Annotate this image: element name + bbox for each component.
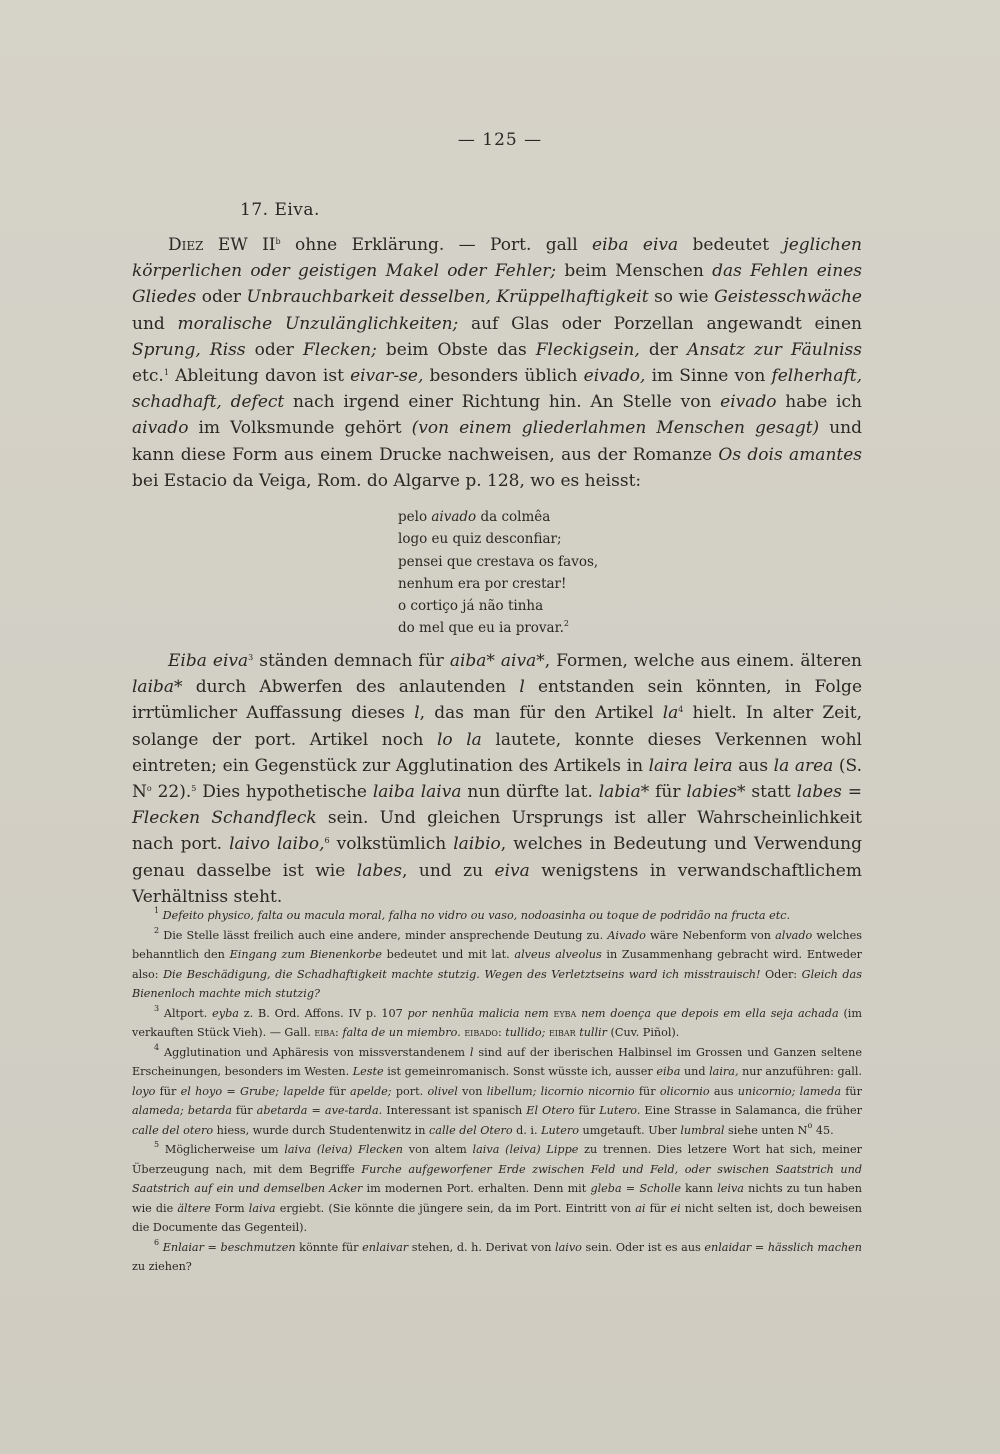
poem-line: pelo aivado da colmêa bbox=[398, 509, 551, 525]
footnote: $^2$ Die Stelle lässt freilich auch eine andere, minder ansprechende Deutung zu. Aivado wäre Nebenform von alvado welches behanntlich den Eingang zum Bienenkorbe bedeutet und mit lat. alveus alveolus in Zusammenhang gebracht wird. Entweder also: Die Beschädigung, die Schadhaftigkeit machte stutzig. Wegen des Verletztseins ward ich misstrauisch! Oder: Gleich das Bienenloch machte mich stutzig? bbox=[132, 925, 863, 1000]
poem-line: logo eu quiz desconfiar; bbox=[398, 531, 562, 548]
poem-line: o cortiço já não tinha bbox=[398, 598, 544, 615]
poem-line: nenhum era por crestar! bbox=[398, 575, 567, 592]
paragraph-2 bbox=[132, 648, 862, 910]
footnote: $^3$ Altport. eyba z. B. Ord. Affons. IV p. 107 por nenhũa malicia nem eyba nem doença que depois em ella seja achada (im verkauften Stück Vieh). — Gall. eiba: falta de un miembro. eibado: tullido; eibar tullir (Cuv. Piñol). bbox=[132, 1003, 862, 1039]
footnotes bbox=[132, 906, 862, 1277]
paragraph-1-text: Diez EW $II^b$ ohne Erklärung. — Port. gall eiba eiva bedeutet jeglichen körperlichen oder geistigen Makel oder Fehler; beim Menschen das Fehlen eines Gliedes oder Unbrauchbarkeit desselben, Krüppelhaftigkeit so wie Geistesschwäche und moralische Unzulänglichkeiten; auf Glas oder Porzellan angewandt einen Sprung, Riss oder Flecken; beim Obste das Fleckigsein, der Ansatz zur Fäulniss etc.$^1$ Ableitung davon ist eivar-se, besonders üblich eivado, im Sinne von felherhaft, schadhaft, defect nach irgend einer Richtung hin. An Stelle von eivado habe ich aivado im Volksmunde gehört (von einem gliederlahmen Menschen gesagt) und kann diese Form aus einem Drucke nachweisen, aus der Romanze Os dois amantes bei Estacio da Veiga, Rom. do Algarve p. 128, wo es heisst: bbox=[132, 235, 863, 491]
poem-line: pensei que crestava os favos, bbox=[398, 553, 599, 570]
footnote: $^1$ Defeito physico, falta ou macula moral, falha no vidro ou vaso, nodoasinha ou toque de podridão na fructa etc. bbox=[154, 906, 791, 922]
poem-quote bbox=[398, 506, 598, 640]
footnote: $^6$ Enlaiar = beschmutzen könnte für enlaivar stehen, d. h. Derivat von laivo sein. Oder ist es aus enlaidar = hässlich machen zu ziehen? bbox=[132, 1237, 862, 1273]
page-number: — 125 — bbox=[457, 130, 543, 150]
footnote: $^5$ Möglicherweise um laiva (leiva) Flecken von altem laiva (leiva) Lippe zu trennen. Dies letzere Wort hat sich, meiner Überzeugung nach, mit dem Begriffe Furche aufgeworfener Erde zwischen Feld und Feld, oder swischen Saatstrich und Saatstrich auf ein und demselben Acker im modernen Port. erhalten. Denn mit gleba = Scholle kann leiva nichts zu tun haben wie die ältere Form laiva ergiebt. (Sie könnte die jüngere sein, da im Port. Eintritt von ai für ei nicht selten ist, doch beweisen die Documente das Gegenteil). bbox=[132, 1140, 863, 1234]
paragraph-2-text: Eiba eiva$^3$ ständen demnach für aiba* aiva*, Formen, welche aus einem. älteren laiba* durch Abwerfen des anlautenden l entstanden sein könnten, in Folge irrtümlicher Auffassung dieses l, das man für den Artikel $la^4$ hielt. In alter Zeit, solange der port. Artikel noch lo la lautete, konnte dieses Verkennen wohl eintreten; ein Gegenstück zur Agglutination des Artikels in laira leira aus la area (S. $N^o$ 22).$^5$ Dies hypothetische laiba laiva nun dürfte lat. labia* für labies* statt labes = Flecken Schandfleck sein. Und gleichen Ursprungs ist aller Wahrscheinlichkeit nach port. laivo laibo,$^6$ volkstümlich laibio, welches in Bedeutung und Verwendung genau dasselbe ist wie labes, und zu eiva wenigstens in verwandschaftlichem Verhältniss steht. bbox=[132, 651, 863, 907]
footnote: $^4$ Agglutination und Aphäresis von missverstandenem l sind auf der iberischen Halbinsel im Grossen und Ganzen seltene Erscheinungen, besonders im Westen. Leste ist gemeinromanisch. Sonst wüsste ich, ausser eiba und laira, nur anzuführen: gall. loyo für el hoyo = Grube; lapelde für apelde; port. olivel von libellum; licornio nicornio für olicornio aus unicornio; lameda für alameda; betarda für abetarda = ave-tarda. Interessant ist spanisch El Otero für Lutero. Eine Strasse in Salamanca, die früher calle del otero hiess, wurde durch Studentenwitz in calle del Otero d. i. Lutero umgetauft. Uber lumbral siehe unten $N^o$ 45. bbox=[132, 1042, 863, 1137]
poem-line: do mel que eu ia provar.$^2$ bbox=[398, 619, 569, 637]
paragraph-1 bbox=[132, 232, 862, 494]
section-heading: 17. Eiva. bbox=[240, 200, 320, 220]
